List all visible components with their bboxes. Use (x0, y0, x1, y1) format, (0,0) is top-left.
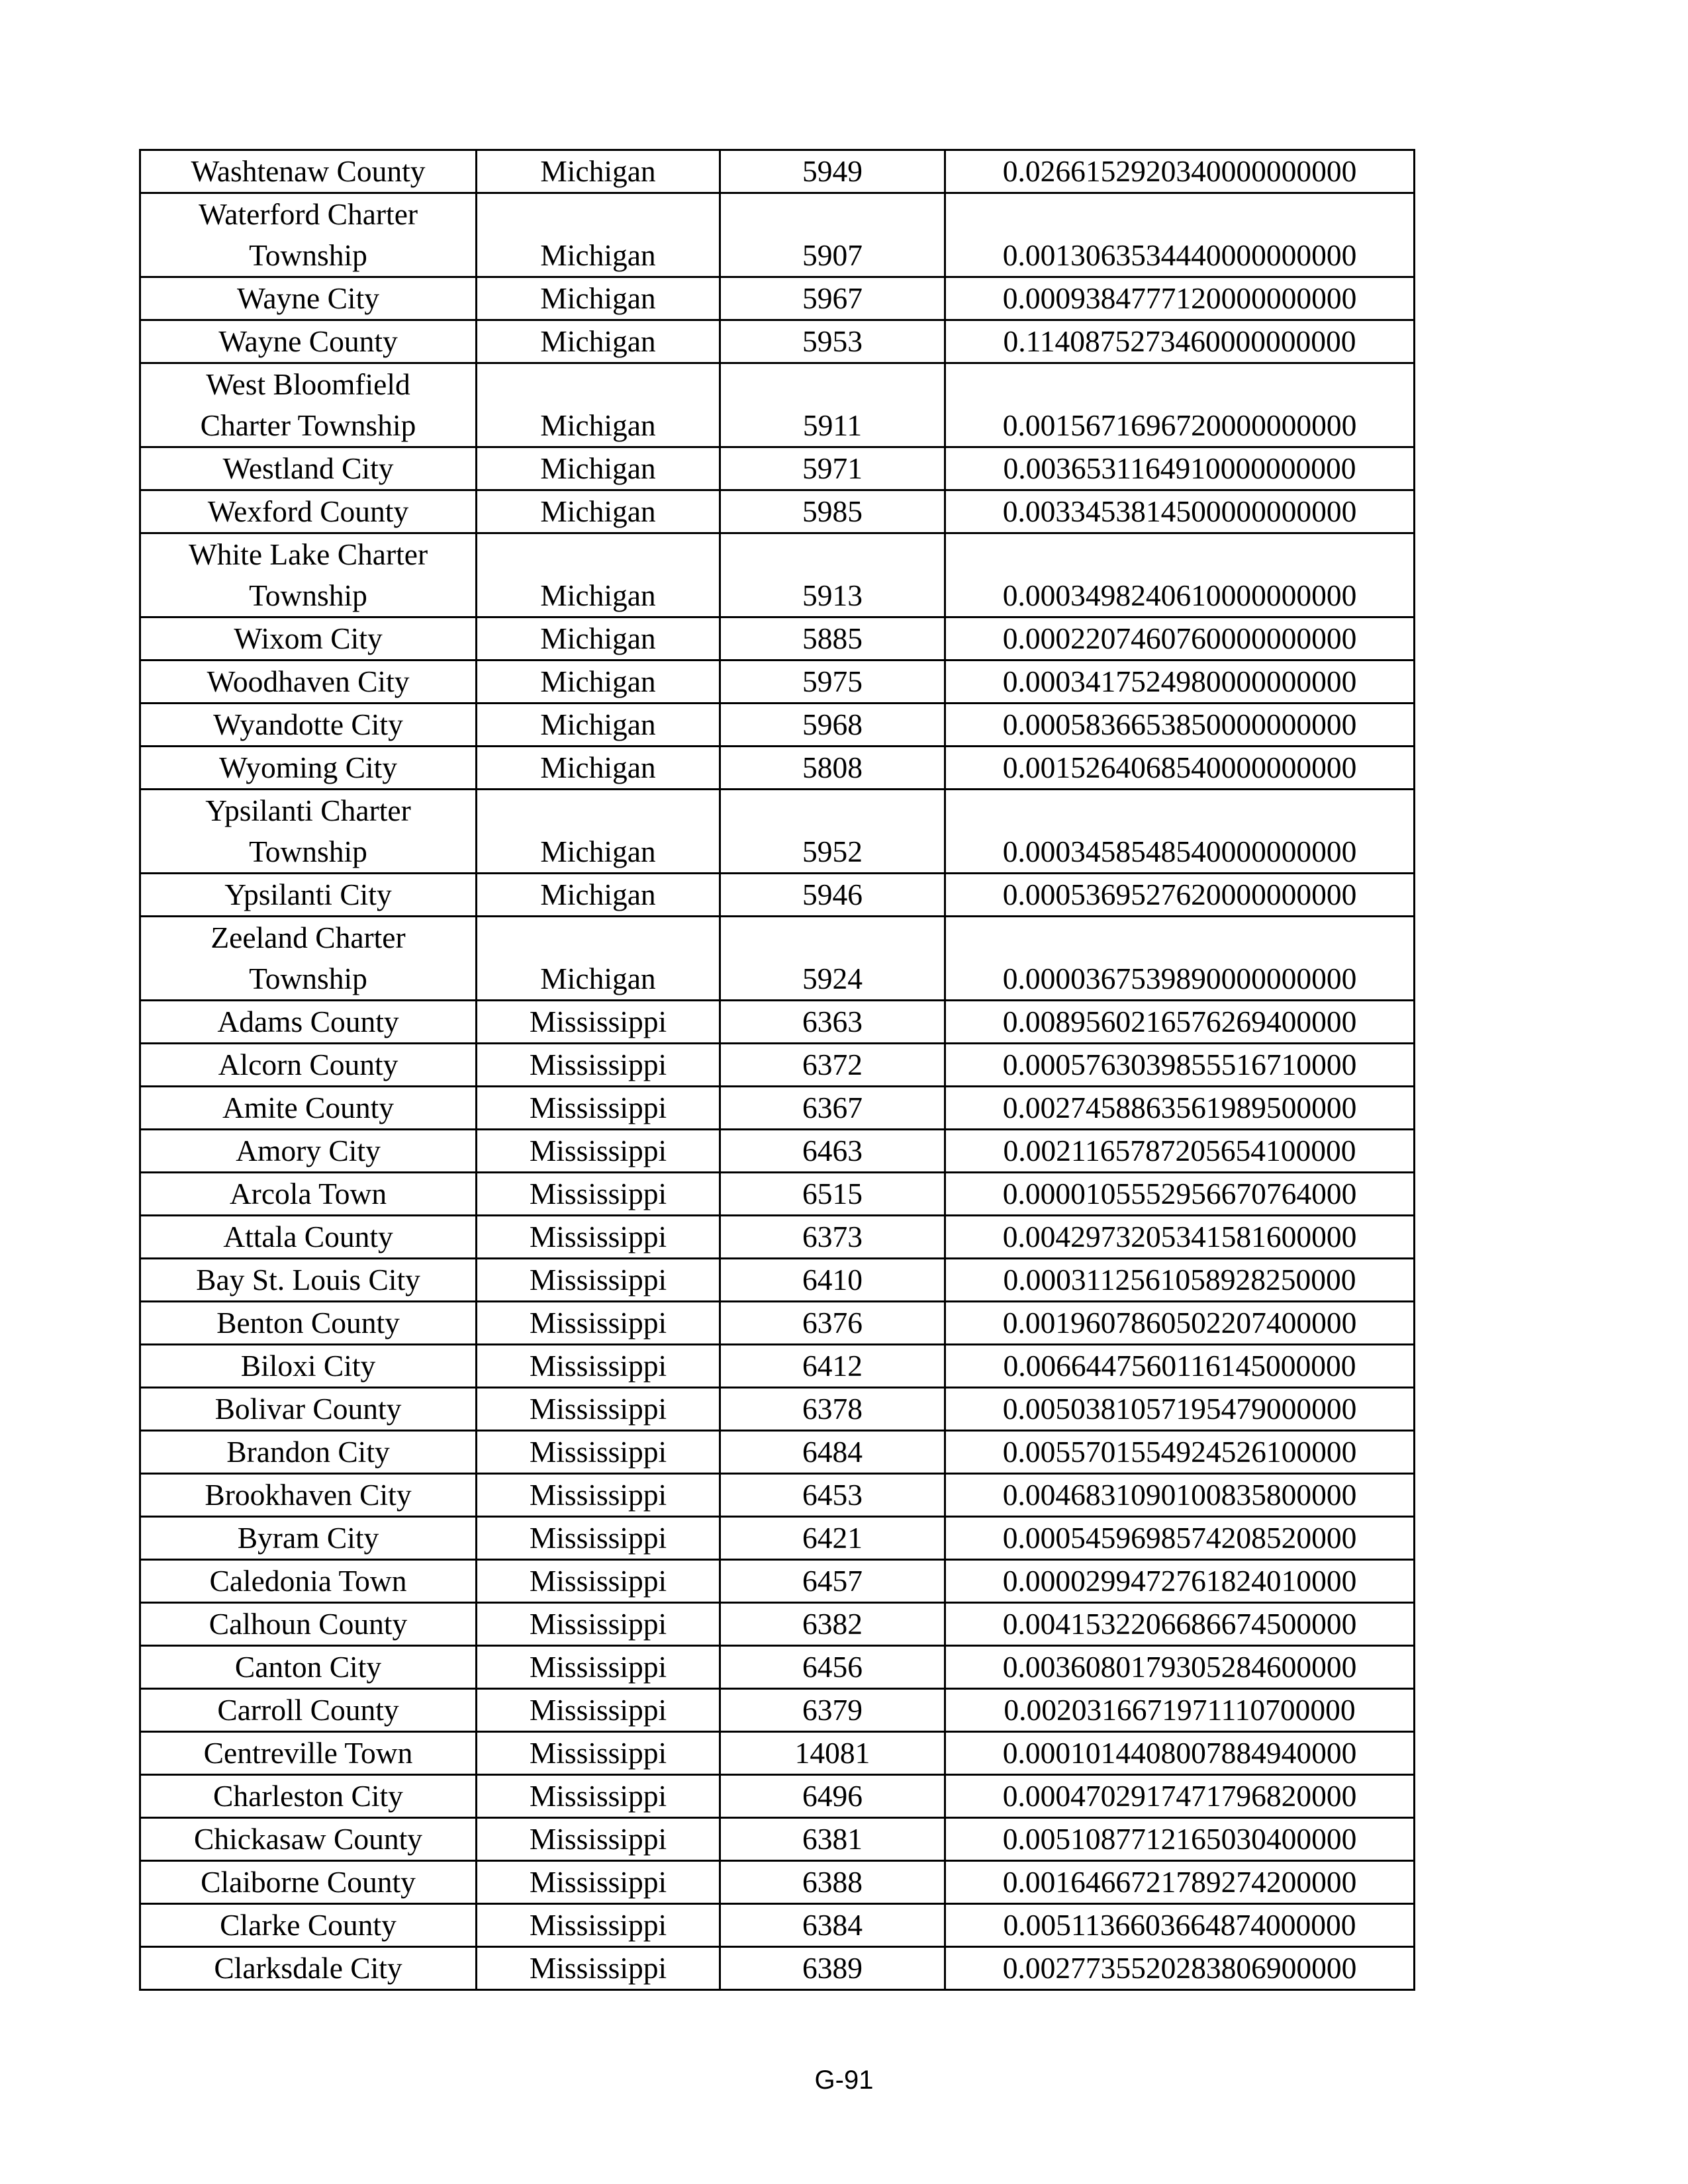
table-row (140, 1173, 1415, 1216)
state-cell: Mississippi (477, 1345, 720, 1388)
value-cell: 0.0051136603664874000000 (945, 1904, 1415, 1947)
table-row (140, 874, 1415, 917)
code-cell: 5975 (720, 660, 945, 704)
jurisdiction-name-line: Adams County (217, 1005, 399, 1038)
jurisdiction-cell (140, 1947, 477, 1990)
value-cell: 0.0005459698574208520000 (945, 1517, 1415, 1560)
table-row (140, 1259, 1415, 1302)
state-cell: Mississippi (477, 1818, 720, 1861)
value-cell: 0.0000105552956670764000 (945, 1173, 1415, 1216)
value-cell: 0.0050381057195479000000 (945, 1388, 1415, 1431)
state-cell: Michigan (477, 490, 720, 533)
jurisdiction-cell (140, 1302, 477, 1345)
state-cell: Mississippi (477, 1001, 720, 1044)
jurisdiction-cell (140, 1603, 477, 1646)
value-cell: 0.0046831090100835800000 (945, 1474, 1415, 1517)
value-cell: 0.0003458548540000000000 (945, 790, 1415, 874)
value-cell: 0.0019607860502207400000 (945, 1302, 1415, 1345)
code-cell: 5985 (720, 490, 945, 533)
jurisdiction-cell (140, 1560, 477, 1603)
value-cell: 0.0042973205341581600000 (945, 1216, 1415, 1259)
table-row (140, 533, 1415, 617)
table-row (140, 1087, 1415, 1130)
value-cell: 0.0005369527620000000000 (945, 874, 1415, 917)
jurisdiction-cell (140, 1087, 477, 1130)
value-cell: 0.0089560216576269400000 (945, 1001, 1415, 1044)
jurisdiction-name-line: Clarksdale City (214, 1951, 402, 1985)
jurisdiction-cell (140, 1431, 477, 1474)
value-cell: 0.0036531164910000000000 (945, 447, 1415, 490)
jurisdiction-name-line: Attala County (223, 1220, 393, 1253)
jurisdiction-name-line: Ypsilanti Charter (205, 794, 411, 827)
jurisdiction-name-line: Wyoming City (218, 751, 397, 784)
value-cell: 0.0015671696720000000000 (945, 363, 1415, 447)
code-cell: 6379 (720, 1689, 945, 1732)
code-cell: 6496 (720, 1775, 945, 1818)
jurisdiction-cell (140, 1044, 477, 1087)
jurisdiction-cell (140, 1517, 477, 1560)
allocation-table (139, 149, 1415, 1991)
value-cell: 0.0016466721789274200000 (945, 1861, 1415, 1904)
table-row (140, 660, 1415, 704)
state-cell: Michigan (477, 150, 720, 193)
table-row (140, 617, 1415, 660)
code-cell: 5968 (720, 704, 945, 747)
table-row (140, 747, 1415, 790)
state-cell: Mississippi (477, 1216, 720, 1259)
table-row (140, 1646, 1415, 1689)
code-cell: 5911 (720, 363, 945, 447)
jurisdiction-cell (140, 533, 477, 617)
value-cell: 0.0004702917471796820000 (945, 1775, 1415, 1818)
jurisdiction-name-line: West Bloomfield (206, 367, 410, 401)
jurisdiction-cell (140, 704, 477, 747)
jurisdiction-cell (140, 790, 477, 874)
value-cell: 0.0000367539890000000000 (945, 917, 1415, 1001)
jurisdiction-name-line: Caledonia Town (209, 1564, 407, 1598)
jurisdiction-cell (140, 917, 477, 1001)
code-cell: 6373 (720, 1216, 945, 1259)
jurisdiction-name-line: Township (249, 238, 367, 272)
value-cell: 0.0009384777120000000000 (945, 277, 1415, 320)
jurisdiction-name-line: Benton County (216, 1306, 400, 1340)
jurisdiction-name-line: Arcola Town (229, 1177, 387, 1210)
code-cell: 6363 (720, 1001, 945, 1044)
jurisdiction-name-line: Bay St. Louis City (196, 1263, 420, 1297)
state-cell: Mississippi (477, 1517, 720, 1560)
table-row (140, 1603, 1415, 1646)
code-cell: 6372 (720, 1044, 945, 1087)
state-cell: Michigan (477, 660, 720, 704)
jurisdiction-name-line: White Lake Charter (188, 537, 428, 571)
jurisdiction-cell (140, 1646, 477, 1689)
code-cell: 5967 (720, 277, 945, 320)
jurisdiction-name-line: Wyandotte City (213, 707, 403, 741)
jurisdiction-name-line: Wayne City (237, 281, 379, 315)
code-cell: 6382 (720, 1603, 945, 1646)
table-row (140, 1732, 1415, 1775)
value-cell: 0.0013063534440000000000 (945, 193, 1415, 277)
table-row (140, 150, 1415, 193)
state-cell: Michigan (477, 704, 720, 747)
code-cell: 5952 (720, 790, 945, 874)
jurisdiction-name-line: Byram City (237, 1521, 379, 1555)
value-cell: 0.0055701554924526100000 (945, 1431, 1415, 1474)
jurisdiction-name-line: Ypsilanti City (224, 878, 392, 911)
value-cell: 0.0003417524980000000000 (945, 660, 1415, 704)
state-cell: Michigan (477, 533, 720, 617)
code-cell: 6384 (720, 1904, 945, 1947)
table-row (140, 1517, 1415, 1560)
code-cell: 6515 (720, 1173, 945, 1216)
code-cell: 5949 (720, 150, 945, 193)
jurisdiction-cell (140, 1130, 477, 1173)
jurisdiction-cell (140, 277, 477, 320)
state-cell: Mississippi (477, 1087, 720, 1130)
jurisdiction-name-line: Claiborne County (201, 1865, 416, 1899)
jurisdiction-name-line: Canton City (234, 1650, 382, 1684)
table-row (140, 490, 1415, 533)
value-cell: 0.0027735520283806900000 (945, 1947, 1415, 1990)
jurisdiction-cell (140, 150, 477, 193)
code-cell: 5971 (720, 447, 945, 490)
code-cell: 6453 (720, 1474, 945, 1517)
value-cell: 0.0003112561058928250000 (945, 1259, 1415, 1302)
code-cell: 5953 (720, 320, 945, 363)
value-cell: 0.0020316671971110700000 (945, 1689, 1415, 1732)
code-cell: 6457 (720, 1560, 945, 1603)
jurisdiction-cell (140, 874, 477, 917)
state-cell: Michigan (477, 874, 720, 917)
code-cell: 6410 (720, 1259, 945, 1302)
jurisdiction-cell (140, 617, 477, 660)
table-row (140, 1775, 1415, 1818)
jurisdiction-cell (140, 193, 477, 277)
jurisdiction-name-line: Township (249, 835, 367, 868)
value-cell: 0.0003498240610000000000 (945, 533, 1415, 617)
jurisdiction-name-line: Alcorn County (218, 1048, 399, 1081)
jurisdiction-cell (140, 1689, 477, 1732)
jurisdiction-name-line: Chickasaw County (193, 1822, 422, 1856)
table-row (140, 363, 1415, 447)
jurisdiction-cell (140, 1173, 477, 1216)
state-cell: Michigan (477, 617, 720, 660)
state-cell: Mississippi (477, 1689, 720, 1732)
jurisdiction-name-line: Calhoun County (209, 1607, 408, 1641)
jurisdiction-name-line: Wexford County (207, 494, 409, 528)
jurisdiction-name-line: Amite County (222, 1091, 395, 1124)
jurisdiction-cell (140, 320, 477, 363)
jurisdiction-name-line: Centreville Town (203, 1736, 413, 1770)
code-cell: 6367 (720, 1087, 945, 1130)
jurisdiction-cell (140, 1388, 477, 1431)
code-cell: 5913 (720, 533, 945, 617)
code-cell: 5907 (720, 193, 945, 277)
state-cell: Mississippi (477, 1302, 720, 1345)
table-row (140, 1001, 1415, 1044)
value-cell: 0.0015264068540000000000 (945, 747, 1415, 790)
state-cell: Mississippi (477, 1560, 720, 1603)
table-row (140, 1474, 1415, 1517)
jurisdiction-name-line: Brandon City (226, 1435, 390, 1469)
state-cell: Mississippi (477, 1173, 720, 1216)
jurisdiction-cell (140, 747, 477, 790)
table-row (140, 1904, 1415, 1947)
state-cell: Mississippi (477, 1861, 720, 1904)
jurisdiction-name-line: Clarke County (220, 1908, 397, 1942)
state-cell: Mississippi (477, 1904, 720, 1947)
code-cell: 5885 (720, 617, 945, 660)
state-cell: Michigan (477, 790, 720, 874)
jurisdiction-name-line: Township (249, 962, 367, 995)
table-row (140, 1431, 1415, 1474)
value-cell: 0.0266152920340000000000 (945, 150, 1415, 193)
table-row (140, 1130, 1415, 1173)
state-cell: Mississippi (477, 1044, 720, 1087)
jurisdiction-cell (140, 1818, 477, 1861)
jurisdiction-name-line: Biloxi City (240, 1349, 376, 1383)
state-cell: Mississippi (477, 1947, 720, 1990)
table-row (140, 1560, 1415, 1603)
jurisdiction-name-line: Waterford Charter (198, 197, 418, 231)
table-row (140, 1388, 1415, 1431)
jurisdiction-name-line: Township (249, 578, 367, 612)
table-row (140, 193, 1415, 277)
table-row (140, 1345, 1415, 1388)
jurisdiction-name-line: Brookhaven City (205, 1478, 412, 1512)
jurisdiction-name-line: Charter Township (200, 408, 416, 442)
table-row (140, 277, 1415, 320)
jurisdiction-name-line: Bolivar County (214, 1392, 402, 1426)
state-cell: Michigan (477, 447, 720, 490)
state-cell: Mississippi (477, 1474, 720, 1517)
code-cell: 5946 (720, 874, 945, 917)
jurisdiction-name-line: Washtenaw County (191, 154, 426, 188)
state-cell: Michigan (477, 320, 720, 363)
value-cell: 0.0005836653850000000000 (945, 704, 1415, 747)
jurisdiction-cell (140, 1775, 477, 1818)
value-cell: 0.0066447560116145000000 (945, 1345, 1415, 1388)
state-cell: Mississippi (477, 1388, 720, 1431)
code-cell: 6484 (720, 1431, 945, 1474)
state-cell: Mississippi (477, 1775, 720, 1818)
state-cell: Mississippi (477, 1646, 720, 1689)
state-cell: Michigan (477, 363, 720, 447)
state-cell: Mississippi (477, 1431, 720, 1474)
table-row (140, 447, 1415, 490)
value-cell: 0.0021165787205654100000 (945, 1130, 1415, 1173)
jurisdiction-name-line: Zeeland Charter (211, 921, 406, 954)
code-cell: 6412 (720, 1345, 945, 1388)
table-row (140, 917, 1415, 1001)
state-cell: Mississippi (477, 1130, 720, 1173)
code-cell: 5924 (720, 917, 945, 1001)
state-cell: Mississippi (477, 1603, 720, 1646)
jurisdiction-cell (140, 1474, 477, 1517)
jurisdiction-cell (140, 1904, 477, 1947)
jurisdiction-cell (140, 1216, 477, 1259)
value-cell: 0.0000299472761824010000 (945, 1560, 1415, 1603)
value-cell: 0.0036080179305284600000 (945, 1646, 1415, 1689)
jurisdiction-cell (140, 1345, 477, 1388)
table-row (140, 1044, 1415, 1087)
jurisdiction-cell (140, 1732, 477, 1775)
code-cell: 6421 (720, 1517, 945, 1560)
table-row (140, 1216, 1415, 1259)
table-row (140, 1689, 1415, 1732)
code-cell: 6376 (720, 1302, 945, 1345)
jurisdiction-cell (140, 490, 477, 533)
code-cell: 5808 (720, 747, 945, 790)
value-cell: 0.0005763039855516710000 (945, 1044, 1415, 1087)
state-cell: Mississippi (477, 1259, 720, 1302)
state-cell: Michigan (477, 277, 720, 320)
value-cell: 0.0027458863561989500000 (945, 1087, 1415, 1130)
code-cell: 6388 (720, 1861, 945, 1904)
value-cell: 0.0002207460760000000000 (945, 617, 1415, 660)
state-cell: Michigan (477, 193, 720, 277)
jurisdiction-name-line: Charleston City (213, 1779, 403, 1813)
code-cell: 6463 (720, 1130, 945, 1173)
table-row (140, 1302, 1415, 1345)
table-row (140, 790, 1415, 874)
jurisdiction-cell (140, 1001, 477, 1044)
jurisdiction-name-line: Wixom City (234, 621, 383, 655)
code-cell: 6456 (720, 1646, 945, 1689)
jurisdiction-name-line: Woodhaven City (207, 664, 410, 698)
jurisdiction-cell (140, 1861, 477, 1904)
value-cell: 0.0051087712165030400000 (945, 1818, 1415, 1861)
state-cell: Mississippi (477, 1732, 720, 1775)
jurisdiction-cell (140, 447, 477, 490)
table-row (140, 1818, 1415, 1861)
jurisdiction-name-line: Carroll County (217, 1693, 399, 1727)
value-cell: 0.0033453814500000000000 (945, 490, 1415, 533)
code-cell: 6389 (720, 1947, 945, 1990)
jurisdiction-name-line: Amory City (236, 1134, 381, 1167)
code-cell: 6381 (720, 1818, 945, 1861)
table-row (140, 1861, 1415, 1904)
table-row (140, 1947, 1415, 1990)
jurisdiction-cell (140, 660, 477, 704)
code-cell: 14081 (720, 1732, 945, 1775)
value-cell: 0.0041532206686674500000 (945, 1603, 1415, 1646)
jurisdiction-cell (140, 1259, 477, 1302)
state-cell: Michigan (477, 917, 720, 1001)
table-row (140, 320, 1415, 363)
jurisdiction-name-line: Westland City (222, 451, 394, 485)
jurisdiction-name-line: Wayne County (218, 324, 398, 358)
value-cell: 0.1140875273460000000000 (945, 320, 1415, 363)
value-cell: 0.0001014408007884940000 (945, 1732, 1415, 1775)
page-number: G-91 (814, 2066, 874, 2095)
code-cell: 6378 (720, 1388, 945, 1431)
jurisdiction-cell (140, 363, 477, 447)
table-body (140, 150, 1415, 1990)
state-cell: Michigan (477, 747, 720, 790)
table-row (140, 704, 1415, 747)
